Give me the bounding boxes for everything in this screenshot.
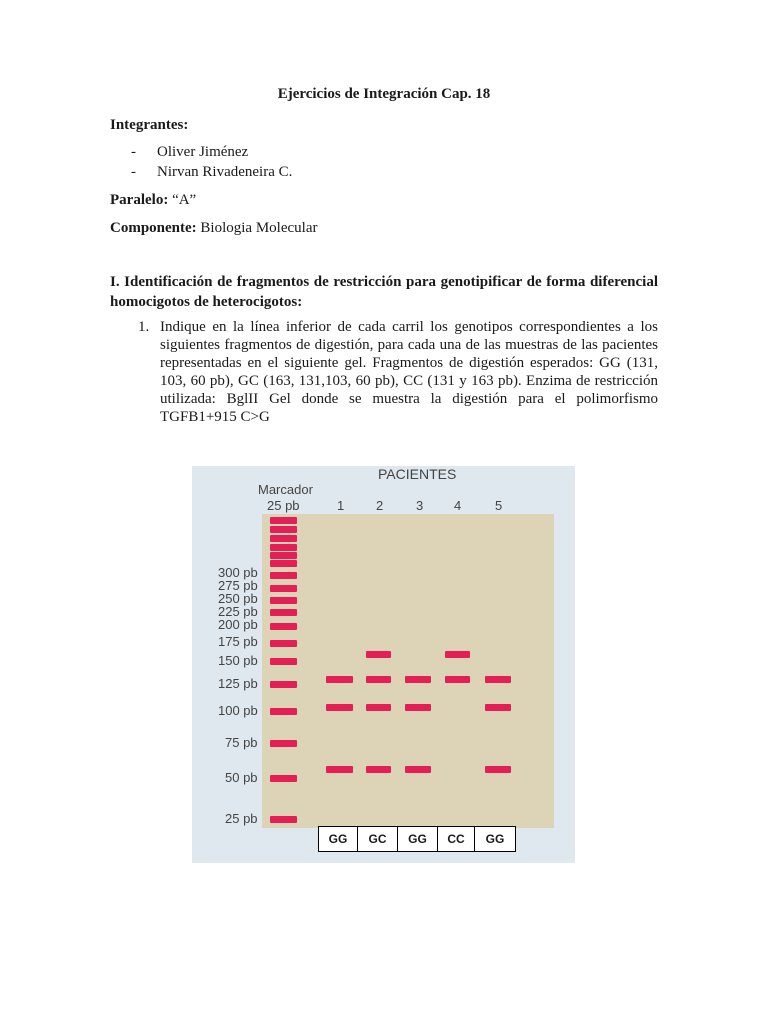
member-name: Oliver Jiménez (157, 144, 249, 160)
lane-4-band-163 (445, 651, 470, 658)
lane-1-band-103 (326, 704, 353, 711)
genotype-box-lane-2[interactable]: GC (357, 826, 398, 852)
ladder-band (270, 585, 297, 592)
genotype-box-lane-3[interactable]: GG (397, 826, 438, 852)
marker-sub-label: 25 pb (267, 498, 300, 513)
ladder-band (270, 775, 297, 782)
genotype-box-lane-5[interactable]: GG (474, 826, 516, 852)
lane-3-band-103 (405, 704, 431, 711)
patients-label: PACIENTES (378, 466, 457, 482)
ladder-band (270, 658, 297, 665)
marker-label: Marcador (258, 482, 313, 497)
genotype-box-lane-1[interactable]: GG (318, 826, 358, 852)
ladder-band (270, 623, 297, 630)
ladder-band (270, 640, 297, 647)
paralelo-value: “A” (172, 192, 197, 208)
ladder-label: 100 pb (218, 703, 258, 718)
paralelo-label: Paralelo: (110, 192, 169, 208)
lane-label: 5 (495, 498, 503, 513)
ladder-band (270, 544, 297, 551)
ladder-label: 225 pb (218, 604, 258, 619)
gel-figure (192, 466, 575, 863)
lane-2-band-103 (366, 704, 391, 711)
lane-2-band-163 (366, 651, 391, 658)
lane-5-band-131 (485, 676, 511, 683)
ladder-band (270, 597, 297, 604)
section-heading: I. Identificación de fragmentos de restricción para genotipificar de forma diferencial homocigotos de heterocigotos: (110, 274, 658, 310)
ladder-label: 200 pb (218, 617, 258, 632)
ladder-band (270, 708, 297, 715)
item-text: Indique en la línea inferior de cada carril los genotipos correspondientes a los siguientes fragmentos de digestión, para cada una de las muestras de las pacientes representadas en el siguiente gel. Fragmentos de digestión esperados: GG (131, 103, 60 pb), GC (163, 131,103, 60 pb), CC (131 y 163 pb). Enzima de restricción utilizada: BglII Gel donde se muestra la digestión para el polimorfismo TGFB1+915 C>G (160, 319, 658, 425)
member-bullet: - (131, 144, 136, 160)
ladder-label: 25 pb (225, 811, 258, 826)
lane-1-band-60 (326, 766, 353, 773)
lane-3-band-131 (405, 676, 431, 683)
lane-5-band-103 (485, 704, 511, 711)
member-bullet: - (131, 164, 136, 180)
member-name: Nirvan Rivadeneira C. (157, 164, 293, 180)
lane-2-band-131 (366, 676, 391, 683)
lane-label: 2 (376, 498, 384, 513)
ladder-label: 175 pb (218, 634, 258, 649)
paralelo-line (110, 190, 196, 210)
ladder-label: 275 pb (218, 578, 258, 593)
componente-label: Componente: (110, 220, 197, 236)
ladder-label: 125 pb (218, 676, 258, 691)
ladder-band (270, 535, 297, 542)
lane-label: 4 (454, 498, 462, 513)
ladder-band (270, 740, 297, 747)
document-title: Ejercicios de Integración Cap. 18 (277, 86, 491, 102)
ladder-label: 300 pb (218, 565, 258, 580)
ladder-band (270, 816, 297, 823)
ladder-band (270, 552, 297, 559)
ladder-band (270, 517, 297, 524)
lane-4-band-131 (445, 676, 470, 683)
ladder-label: 50 pb (225, 770, 258, 785)
lane-5-band-60 (485, 766, 511, 773)
item-number: 1. (138, 319, 150, 335)
componente-value: Biologia Molecular (200, 220, 318, 236)
ladder-label: 75 pb (225, 735, 258, 750)
genotype-box-lane-4[interactable]: CC (437, 826, 475, 852)
ladder-band (270, 681, 297, 688)
ladder-band (270, 526, 297, 533)
ladder-band (270, 572, 297, 579)
componente-line (110, 218, 317, 238)
ladder-label: 150 pb (218, 653, 258, 668)
ladder-label: 250 pb (218, 591, 258, 606)
gel-area (262, 514, 554, 828)
lane-3-band-60 (405, 766, 431, 773)
lane-2-band-60 (366, 766, 391, 773)
lane-label: 3 (416, 498, 424, 513)
ladder-band (270, 609, 297, 616)
lane-label: 1 (337, 498, 345, 513)
ladder-band (270, 560, 297, 567)
lane-1-band-131 (326, 676, 353, 683)
integrantes-label: Integrantes: (110, 117, 189, 133)
